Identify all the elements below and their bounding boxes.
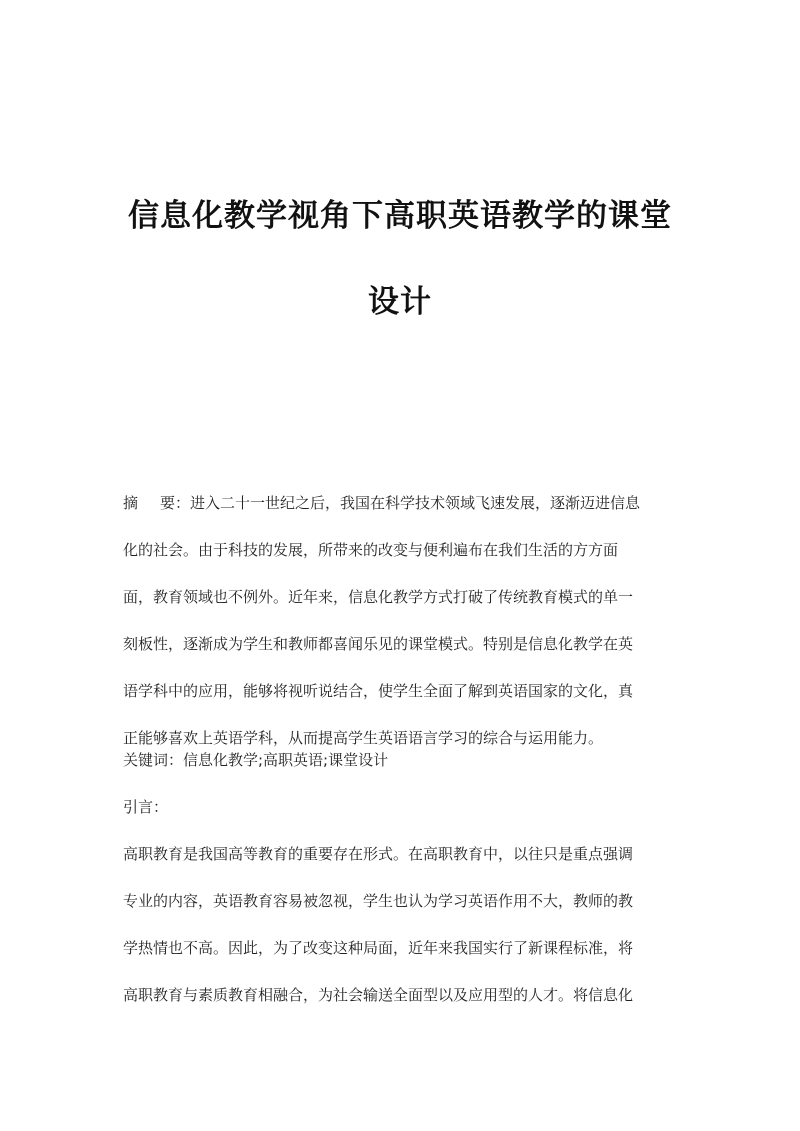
- abstract-line-6: 正能够喜欢上英语学科，从而提高学生英语语言学习的综合与运用能力。: [123, 729, 604, 747]
- abstract-line-3: 面，教育领域也不例外。近年来，信息化教学方式打破了传统教育模式的单一: [123, 588, 634, 606]
- abstract-text: 进入二十一世纪之后，我国在科学技术领域飞速发展，逐渐迈进信息: [190, 494, 641, 512]
- abstract-line-2: 化的社会。由于科技的发展，所带来的改变与便利遍布在我们生活的方方面: [123, 541, 619, 559]
- intro-line-2: 专业的内容，英语教育容易被忽视，学生也认为学习英语作用不大，教师的教: [123, 892, 634, 910]
- abstract-line-4: 刻板性，逐渐成为学生和教师都喜闻乐见的课堂模式。特别是信息化教学在英: [123, 635, 634, 653]
- intro-line-4: 高职教育与素质教育相融合，为社会输送全面型以及应用型的人才。将信息化: [123, 986, 634, 1004]
- document-title-line-2: 设计: [368, 284, 432, 320]
- intro-line-1: 高职教育是我国高等教育的重要存在形式。在高职教育中，以往只是重点强调: [123, 845, 634, 863]
- abstract-line-5: 语学科中的应用，能够将视听说结合，使学生全面了解到英语国家的文化，真: [123, 682, 634, 700]
- abstract-label-char-1: 摘: [123, 494, 139, 512]
- intro-heading: 引言：: [123, 798, 169, 816]
- intro-line-3: 学热情也不高。因此，为了改变这种局面，近年来我国实行了新课程标准，将: [123, 939, 634, 957]
- keywords-line: 关键词：信息化教学;高职英语;课堂设计: [123, 751, 389, 769]
- abstract-line-1: [123, 493, 679, 513]
- document-title-line-1: 信息化教学视角下高职英语教学的课堂: [128, 198, 672, 234]
- abstract-label-char-2: 要：: [160, 494, 191, 512]
